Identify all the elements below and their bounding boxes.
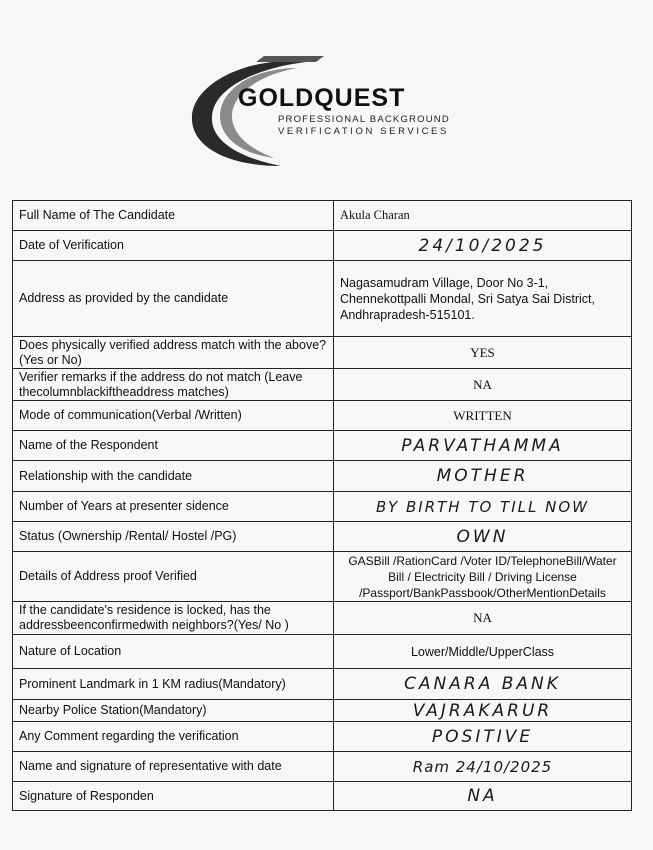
row-label: Signature of Responden (13, 782, 334, 811)
row-label: Name of the Respondent (13, 431, 334, 461)
table-row (13, 669, 632, 700)
table-row (13, 492, 632, 522)
residence-status-value: OWN (334, 522, 632, 552)
table-row (13, 522, 632, 552)
verifier-remarks-value: NA (334, 369, 632, 401)
respondent-name-value: PARVATHAMMA (334, 431, 632, 461)
respondent-signature-value: NA (334, 782, 632, 811)
years-at-residence-value: BY BIRTH TO TILL NOW (334, 492, 632, 522)
table-row (13, 261, 632, 337)
row-label: Status (Ownership /Rental/ Hostel /PG) (13, 522, 334, 552)
landmark-value: CANARA BANK (334, 669, 632, 700)
communication-mode-value: WRITTEN (334, 401, 632, 431)
row-label: Address as provided by the candidate (13, 261, 334, 337)
table-row (13, 461, 632, 492)
row-label: Verifier remarks if the address do not match (Leave thecolumnblackiftheaddress matches) (13, 369, 334, 401)
table-row (13, 752, 632, 782)
row-label: Relationship with the candidate (13, 461, 334, 492)
candidate-name-value: Akula Charan (334, 201, 632, 231)
row-label: If the candidate's residence is locked, has the addressbeenconfirmedwith neighbors?(Yes/ No ) (13, 602, 334, 635)
table-row (13, 201, 632, 231)
table-row (13, 369, 632, 401)
comment-value: POSITIVE (334, 722, 632, 752)
address-proof-value: GASBill /RationCard /Voter ID/TelephoneBill/Water Bill / Electricity Bill / Driving License /Passport/BankPassbook/OtherMentionDetails (334, 552, 632, 602)
row-label: Nature of Location (13, 635, 334, 669)
row-label: Does physically verified address match with the above?(Yes or No) (13, 337, 334, 369)
table-row (13, 635, 632, 669)
row-label: Nearby Police Station(Mandatory) (13, 700, 334, 722)
verification-date-value: 24/10/2025 (334, 231, 632, 261)
table-row (13, 401, 632, 431)
table-row (13, 782, 632, 811)
table-row (13, 552, 632, 602)
row-label: Details of Address proof Verified (13, 552, 334, 602)
row-label: Prominent Landmark in 1 KM radius(Mandatory) (13, 669, 334, 700)
neighbor-confirmation-value: NA (334, 602, 632, 635)
brand-tagline-1: PROFESSIONAL BACKGROUND (278, 114, 450, 125)
row-label: Any Comment regarding the verification (13, 722, 334, 752)
table-row (13, 431, 632, 461)
table-row (13, 231, 632, 261)
table-row (13, 337, 632, 369)
location-nature-value: Lower/Middle/UpperClass (334, 635, 632, 669)
row-label: Name and signature of representative with date (13, 752, 334, 782)
brand-tagline-2: VERIFICATION SERVICES (278, 126, 449, 137)
row-label: Mode of communication(Verbal /Written) (13, 401, 334, 431)
table-row (13, 722, 632, 752)
table-row (13, 700, 632, 722)
address-match-value: YES (334, 337, 632, 369)
row-label: Number of Years at presenter sidence (13, 492, 334, 522)
brand-name: GOLDQUEST (238, 84, 406, 112)
relationship-value: MOTHER (334, 461, 632, 492)
table-row (13, 602, 632, 635)
row-label: Date of Verification (13, 231, 334, 261)
goldquest-logo (186, 54, 476, 170)
address-value: Nagasamudram Village, Door No 3-1, Chennekottpalli Mondal, Sri Satya Sai District, Andhrapradesh-515101. (334, 261, 632, 337)
police-station-value: VAJRAKARUR (334, 700, 632, 722)
verification-form-table (12, 200, 632, 811)
row-label: Full Name of The Candidate (13, 201, 334, 231)
representative-signature-value: Ram 24/10/2025 (334, 752, 632, 782)
